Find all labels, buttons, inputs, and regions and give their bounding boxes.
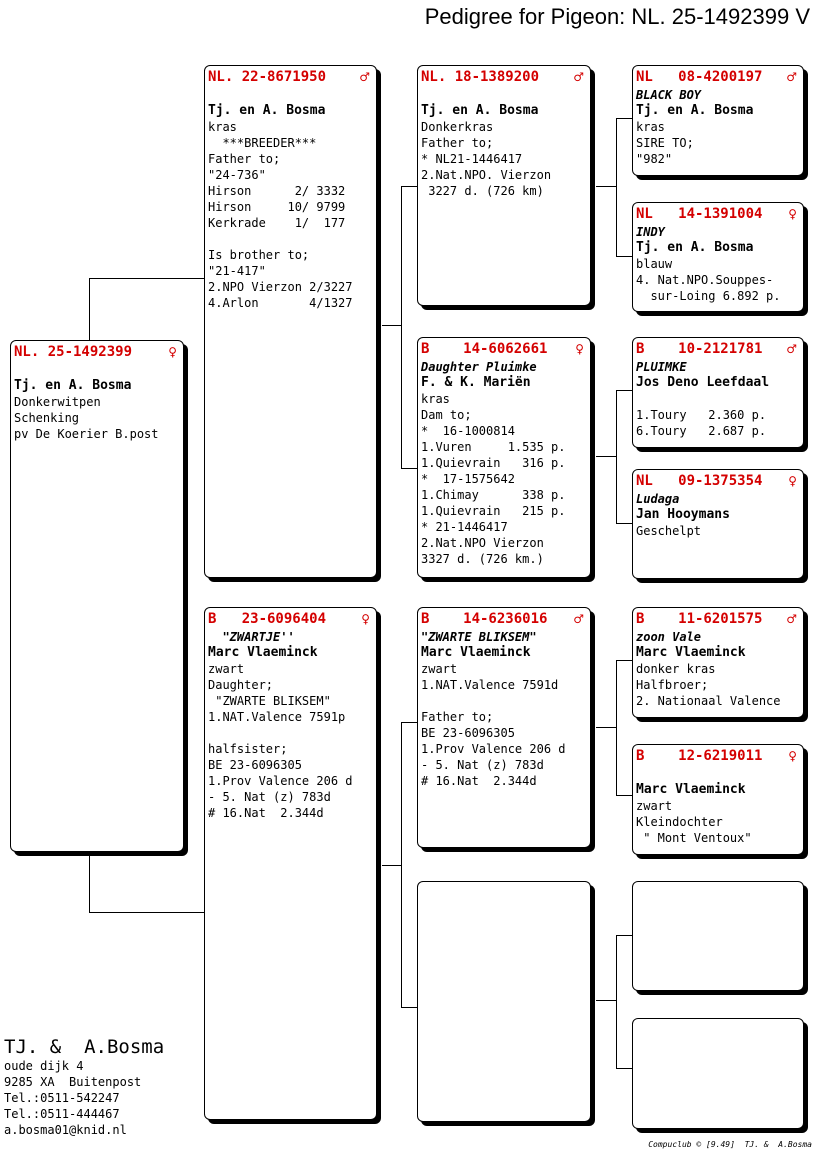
info-line: 2.NPO Vierzon 2/3227: [208, 280, 353, 294]
female-icon: ♀: [788, 207, 797, 221]
connector: [616, 390, 632, 391]
info-line: Donkerwitpen: [14, 395, 101, 409]
info-line: 1.Prov Valence 206 d: [208, 774, 353, 788]
ring-number: [636, 69, 799, 87]
owner-name: Marc Vlaeminck: [421, 645, 531, 660]
info-line: # 16.Nat 2.344d: [208, 806, 324, 820]
info-line: 2. Nationaal Valence: [636, 694, 781, 708]
info-line: Hirson 2/ 3332: [208, 184, 346, 198]
connector: [401, 186, 402, 468]
info-line: kras: [208, 120, 237, 134]
owner-name: Marc Vlaeminck: [208, 645, 318, 660]
info-line: Hirson 10/ 9799: [208, 200, 346, 214]
connector: [596, 727, 616, 728]
ring-number: [421, 69, 586, 87]
connector: [616, 390, 617, 523]
info-line: Kleindochter: [636, 815, 723, 829]
ring-number-text: B 12-6219011: [636, 748, 763, 764]
info-line: # 16.Nat 2.344d: [421, 774, 537, 788]
pigeon-card-sire[interactable]: [204, 65, 377, 578]
info-line: 6.Toury 2.687 p.: [636, 424, 767, 438]
connector: [401, 1007, 417, 1008]
ring-number: [636, 473, 799, 491]
connector: [616, 118, 617, 256]
info-line: 1.NAT.Valence 7591p: [208, 710, 346, 724]
connector: [616, 795, 632, 796]
ring-number-text: NL. 22-8671950: [208, 69, 327, 85]
connector: [401, 186, 417, 187]
pigeon-name: "ZWARTJE'': [208, 630, 295, 644]
connector: [616, 118, 632, 119]
info-line: 1.Quievrain 215 p.: [421, 504, 566, 518]
ring-number-text: B 23-6096404: [208, 611, 327, 627]
ring-number-text: B 14-6062661: [421, 341, 548, 357]
pigeon-card-dam-sire-sire[interactable]: [632, 607, 804, 718]
owner-name: Jos Deno Leefdaal: [636, 375, 770, 390]
connector: [616, 523, 632, 524]
pigeon-card-sire-dam-dam[interactable]: [632, 469, 804, 579]
connector: [596, 186, 616, 187]
ring-number-text: B 11-6201575: [636, 611, 763, 627]
info-line: ***BREEDER***: [208, 136, 317, 150]
info-line: * NL21-1446417: [421, 152, 523, 166]
ring-number-text: NL 09-1375354: [636, 473, 763, 489]
male-icon: ♂: [573, 612, 584, 626]
pigeon-name: zoon Vale: [636, 630, 702, 644]
info-line: SIRE TO;: [636, 136, 694, 150]
connector: [382, 865, 402, 866]
info-line: Daughter;: [208, 678, 274, 692]
owner-name: Tj. en A. Bosma: [636, 240, 754, 255]
info-line: 1.Chimay 338 p.: [421, 488, 566, 502]
connector: [596, 1000, 616, 1001]
info-line: zwart: [636, 799, 673, 813]
info-line: "21-417": [208, 264, 266, 278]
breeder-details: [4, 1058, 164, 1138]
info-line: [636, 391, 799, 407]
info-line: "982": [636, 152, 673, 166]
ring-number: [636, 341, 799, 359]
spacer: [636, 766, 799, 782]
info-line: [208, 231, 372, 247]
info-line: zwart: [421, 662, 458, 676]
female-icon: ♀: [788, 474, 797, 488]
info-line: 3227 d. (726 km): [421, 184, 544, 198]
ring-number: [208, 611, 372, 629]
pigeon-card-dam-dam[interactable]: [417, 881, 591, 1122]
female-icon: ♀: [168, 345, 177, 359]
ring-number: [14, 344, 179, 362]
breeder-name: TJ. & A.Bosma: [4, 1036, 165, 1058]
ring-number: [636, 748, 799, 766]
info-line: - 5. Nat (z) 783d: [421, 758, 544, 772]
info-line: 2.Nat.NPO. Vierzon: [421, 168, 552, 182]
pigeon-card-dam-dam-dam[interactable]: [632, 1018, 804, 1129]
breeder-line: Tel.:0511-444467: [4, 1107, 120, 1121]
info-line: sur-Loing 6.892 p.: [636, 289, 781, 303]
info-line: Halfbroer;: [636, 678, 709, 692]
connector: [382, 325, 402, 326]
pigeon-card-sire-dam-sire[interactable]: [632, 337, 804, 448]
ring-number-text: NL. 25-1492399: [14, 344, 133, 360]
connector: [616, 660, 632, 661]
pigeon-card-sire-sire[interactable]: [417, 65, 591, 306]
pigeon-card-sire-sire-dam[interactable]: [632, 202, 804, 312]
owner-name: Tj. en A. Bosma: [208, 103, 326, 118]
footer-credit: Compuclub © [9.49] TJ. & A.Bosma: [648, 1140, 812, 1149]
ring-number: [421, 611, 586, 629]
owner-name: Marc Vlaeminck: [636, 782, 746, 797]
info-line: 1.Quievrain 316 p.: [421, 456, 566, 470]
info-line: Kerkrade 1/ 177: [208, 216, 346, 230]
connector: [89, 278, 90, 340]
ring-number: [421, 341, 586, 359]
info-line: [421, 693, 586, 709]
breeder-info: [4, 1036, 164, 1138]
info-line: 1.Prov Valence 206 d: [421, 742, 566, 756]
ring-number-text: B 14-6236016: [421, 611, 548, 627]
info-line: * 17-1575642: [421, 472, 515, 486]
info-line: * 16-1000814: [421, 424, 515, 438]
connector: [616, 1068, 632, 1069]
info-line: pv De Koerier B.post: [14, 427, 159, 441]
male-icon: ♂: [786, 70, 797, 84]
spacer: [14, 362, 179, 378]
info-line: 1.Vuren 1.535 p.: [421, 440, 566, 454]
connector: [616, 660, 617, 795]
owner-name: Marc Vlaeminck: [636, 645, 746, 660]
info-line: Father to;: [208, 152, 281, 166]
pigeon-card-dam-dam-sire[interactable]: [632, 881, 804, 991]
info-line: Father to;: [421, 710, 494, 724]
owner-name: Tj. en A. Bosma: [14, 378, 132, 393]
info-line: "24-736": [208, 168, 266, 182]
connector: [596, 456, 616, 457]
connector: [89, 912, 204, 913]
info-line: 3327 d. (726 km.): [421, 552, 544, 566]
info-line: 1.Toury 2.360 p.: [636, 408, 767, 422]
info-line: blauw: [636, 257, 673, 271]
info-line: 2.Nat.NPO Vierzon: [421, 536, 544, 550]
pigeon-name: Daughter Pluimke: [421, 360, 537, 374]
female-icon: ♀: [788, 749, 797, 763]
info-line: Schenking: [14, 411, 80, 425]
info-line: [208, 725, 372, 741]
info-line: BE 23-6096305: [208, 758, 302, 772]
connector: [401, 468, 417, 469]
pigeon-card-dam[interactable]: [204, 607, 377, 1120]
info-line: Is brother to;: [208, 248, 310, 262]
info-line: donker kras: [636, 662, 716, 676]
ring-number-text: NL. 18-1389200: [421, 69, 540, 85]
spacer: [208, 87, 372, 103]
male-icon: ♂: [359, 70, 370, 84]
breeder-line: oude dijk 4: [4, 1059, 84, 1073]
breeder-line: Tel.:0511-542247: [4, 1091, 120, 1105]
pigeon-name: PLUIMKE: [636, 360, 687, 374]
ring-number-text: NL 08-4200197: [636, 69, 763, 85]
connector: [616, 256, 632, 257]
breeder-line: 9285 XA Buitenpost: [4, 1075, 142, 1089]
pigeon-name: "ZWARTE BLIKSEM": [421, 630, 537, 644]
pigeon-name: INDY: [636, 225, 665, 239]
ring-number-text: B 10-2121781: [636, 341, 763, 357]
connector: [89, 852, 90, 912]
connector: [616, 935, 617, 1068]
owner-name: Tj. en A. Bosma: [636, 103, 754, 118]
female-icon: ♀: [361, 612, 370, 626]
info-line: BE 23-6096305: [421, 726, 515, 740]
connector: [401, 722, 402, 1007]
ring-number: [208, 69, 372, 87]
connector: [616, 935, 632, 936]
info-line: Dam to;: [421, 408, 472, 422]
connector: [89, 278, 204, 279]
spacer: [421, 87, 586, 103]
info-line: "ZWARTE BLIKSEM": [208, 694, 331, 708]
info-line: halfsister;: [208, 742, 288, 756]
info-line: zwart: [208, 662, 245, 676]
info-line: - 5. Nat (z) 783d: [208, 790, 331, 804]
ring-number: [636, 206, 799, 224]
pigeon-card-dam-sire-dam[interactable]: [632, 744, 804, 855]
info-line: 1.NAT.Valence 7591d: [421, 678, 559, 692]
info-line: " Mont Ventoux": [636, 831, 752, 845]
owner-name: Jan Hooymans: [636, 507, 730, 522]
owner-name: Tj. en A. Bosma: [421, 103, 539, 118]
owner-name: F. & K. Mariën: [421, 375, 531, 390]
pigeon-card-dam-sire[interactable]: [417, 607, 591, 848]
pigeon-card-sire-sire-sire[interactable]: [632, 65, 804, 176]
male-icon: ♂: [786, 612, 797, 626]
pigeon-card-sire-dam[interactable]: [417, 337, 591, 578]
info-line: * 21-1446417: [421, 520, 508, 534]
female-icon: ♀: [575, 342, 584, 356]
info-line: Geschelpt: [636, 524, 702, 538]
male-icon: ♂: [573, 70, 584, 84]
info-line: kras: [636, 120, 665, 134]
male-icon: ♂: [786, 342, 797, 356]
connector: [401, 722, 417, 723]
info-line: Donkerkras: [421, 120, 494, 134]
pigeon-card-main[interactable]: [10, 340, 184, 852]
page-title: Pedigree for Pigeon: NL. 25-1492399 V: [424, 4, 810, 29]
pigeon-name: BLACK BOY: [636, 88, 702, 102]
info-line: 4. Nat.NPO.Souppes-: [636, 273, 774, 287]
info-line: 4.Arlon 4/1327: [208, 296, 353, 310]
pigeon-name: Ludaga: [636, 492, 680, 506]
ring-number: [636, 611, 799, 629]
info-line: kras: [421, 392, 450, 406]
info-line: Father to;: [421, 136, 494, 150]
ring-number-text: NL 14-1391004: [636, 206, 763, 222]
breeder-line: a.bosma01@knid.nl: [4, 1123, 127, 1137]
